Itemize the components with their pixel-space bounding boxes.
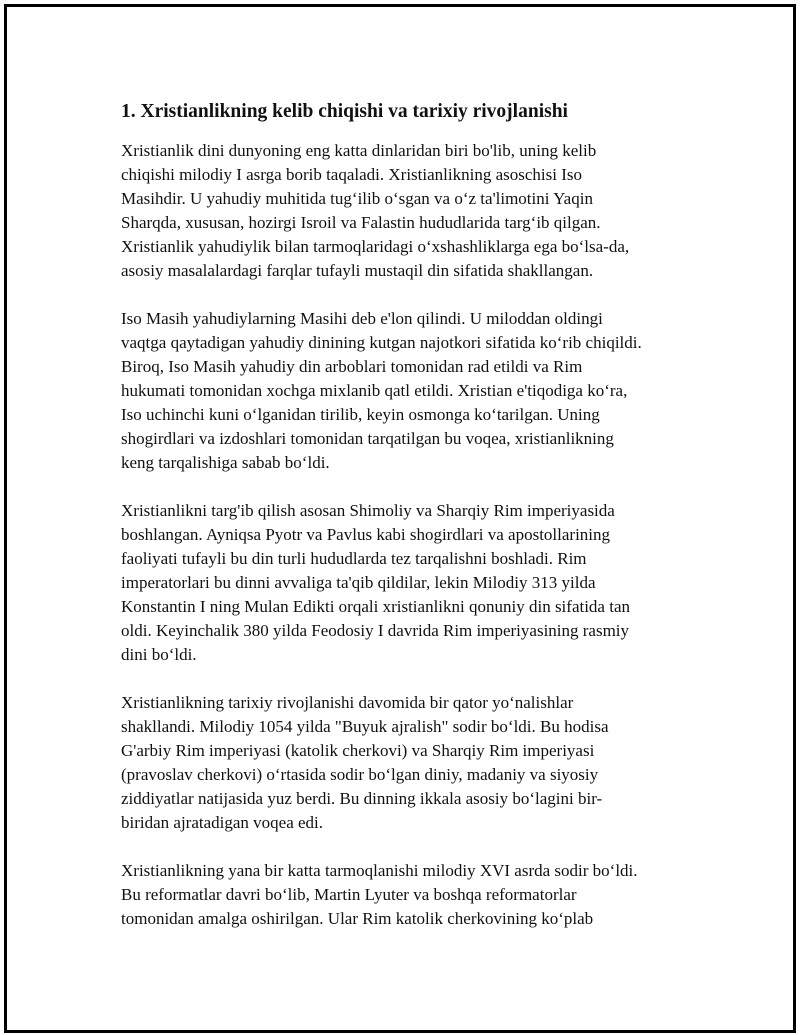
text-line: Iso uchinchi kuni o‘lganidan tirilib, keyin osmonga ko‘tarilgan. Uning <box>121 405 600 424</box>
text-line: Xristianlikning yana bir katta tarmoqlanishi milodiy XVI asrda sodir bo‘ldi. <box>121 861 638 880</box>
paragraph-messiah <box>121 307 701 475</box>
text-line: Masihdir. U yahudiy muhitida tug‘ilib o‘sgan va o‘z ta'limotini Yaqin <box>121 189 593 208</box>
text-line: Xristianlik dini dunyoning eng katta dinlaridan biri bo'lib, uning kelib <box>121 141 597 160</box>
text-line: hukumati tomonidan xochga mixlanib qatl etildi. Xristian e'tiqodiga ko‘ra, <box>121 381 628 400</box>
text-line: Iso Masih yahudiylarning Masihi deb e'lon qilindi. U miloddan oldingi <box>121 309 603 328</box>
text-line: vaqtga qaytadigan yahudiy dinining kutgan najotkori sifatida ko‘rib chiqildi. <box>121 333 642 352</box>
text-line: dini bo‘ldi. <box>121 645 197 664</box>
text-line: oldi. Keyinchalik 380 yilda Feodosiy I davrida Rim imperiyasining rasmiy <box>121 621 630 640</box>
text-line: imperatorlari bu dinni avvaliga ta'qib qildilar, lekin Milodiy 313 yilda <box>121 573 596 592</box>
page-frame <box>4 4 796 1033</box>
text-line: shakllandi. Milodiy 1054 yilda "Buyuk ajralish" sodir bo‘ldi. Bu hodisa <box>121 717 609 736</box>
text-line: Xristianlikni targ'ib qilish asosan Shimoliy va Sharqiy Rim imperiyasida <box>121 501 615 520</box>
paragraph-great-schism <box>121 691 701 835</box>
text-line: tomonidan amalga oshirilgan. Ular Rim katolik cherkovining ko‘plab <box>121 909 594 928</box>
text-line: Biroq, Iso Masih yahudiy din arboblari tomonidan rad etildi va Rim <box>121 357 583 376</box>
text-line: ziddiyatlar natijasida yuz berdi. Bu dinning ikkala asosiy bo‘lagini bir- <box>121 789 603 808</box>
text-line: faoliyati tufayli bu din turli hududlarda tez tarqalishni boshladi. Rim <box>121 549 587 568</box>
text-line: Konstantin I ning Mulan Edikti orqali xristianlikni qonuniy din sifatida tan <box>121 597 630 616</box>
text-line: shogirdlari va izdoshlari tomonidan tarqatilgan bu voqea, xristianlikning <box>121 429 614 448</box>
section-heading: 1. Xristianlikning kelib chiqishi va tarixiy rivojlanishi <box>121 101 568 122</box>
document-body <box>121 99 701 955</box>
text-line: G'arbiy Rim imperiyasi (katolik cherkovi) va Sharqiy Rim imperiyasi <box>121 741 595 760</box>
paragraph-spread <box>121 499 701 667</box>
text-line: keng tarqalishiga sabab bo‘ldi. <box>121 453 330 472</box>
text-line: chiqishi milodiy I asrga borib taqaladi. Xristianlikning asoschisi Iso <box>121 165 582 184</box>
text-line: Xristianlik yahudiylik bilan tarmoqlaridagi o‘xshashliklarga ega bo‘lsa-da, <box>121 237 630 256</box>
paragraph-origin <box>121 139 701 283</box>
text-line: (pravoslav cherkovi) o‘rtasida sodir bo‘lgan diniy, madaniy va siyosiy <box>121 765 599 784</box>
text-line: Xristianlikning tarixiy rivojlanishi davomida bir qator yo‘nalishlar <box>121 693 574 712</box>
text-line: biridan ajratadigan voqea edi. <box>121 813 324 832</box>
text-line: Bu reformatlar davri bo‘lib, Martin Lyuter va boshqa reformatorlar <box>121 885 577 904</box>
text-line: Sharqda, xususan, hozirgi Isroil va Falastin hududlarida targ‘ib qilgan. <box>121 213 601 232</box>
text-line: boshlangan. Ayniqsa Pyotr va Pavlus kabi shogirdlari va apostollarining <box>121 525 611 544</box>
text-line: asosiy masalalardagi farqlar tufayli mustaqil din sifatida shakllangan. <box>121 261 594 280</box>
paragraph-reformation <box>121 859 701 931</box>
